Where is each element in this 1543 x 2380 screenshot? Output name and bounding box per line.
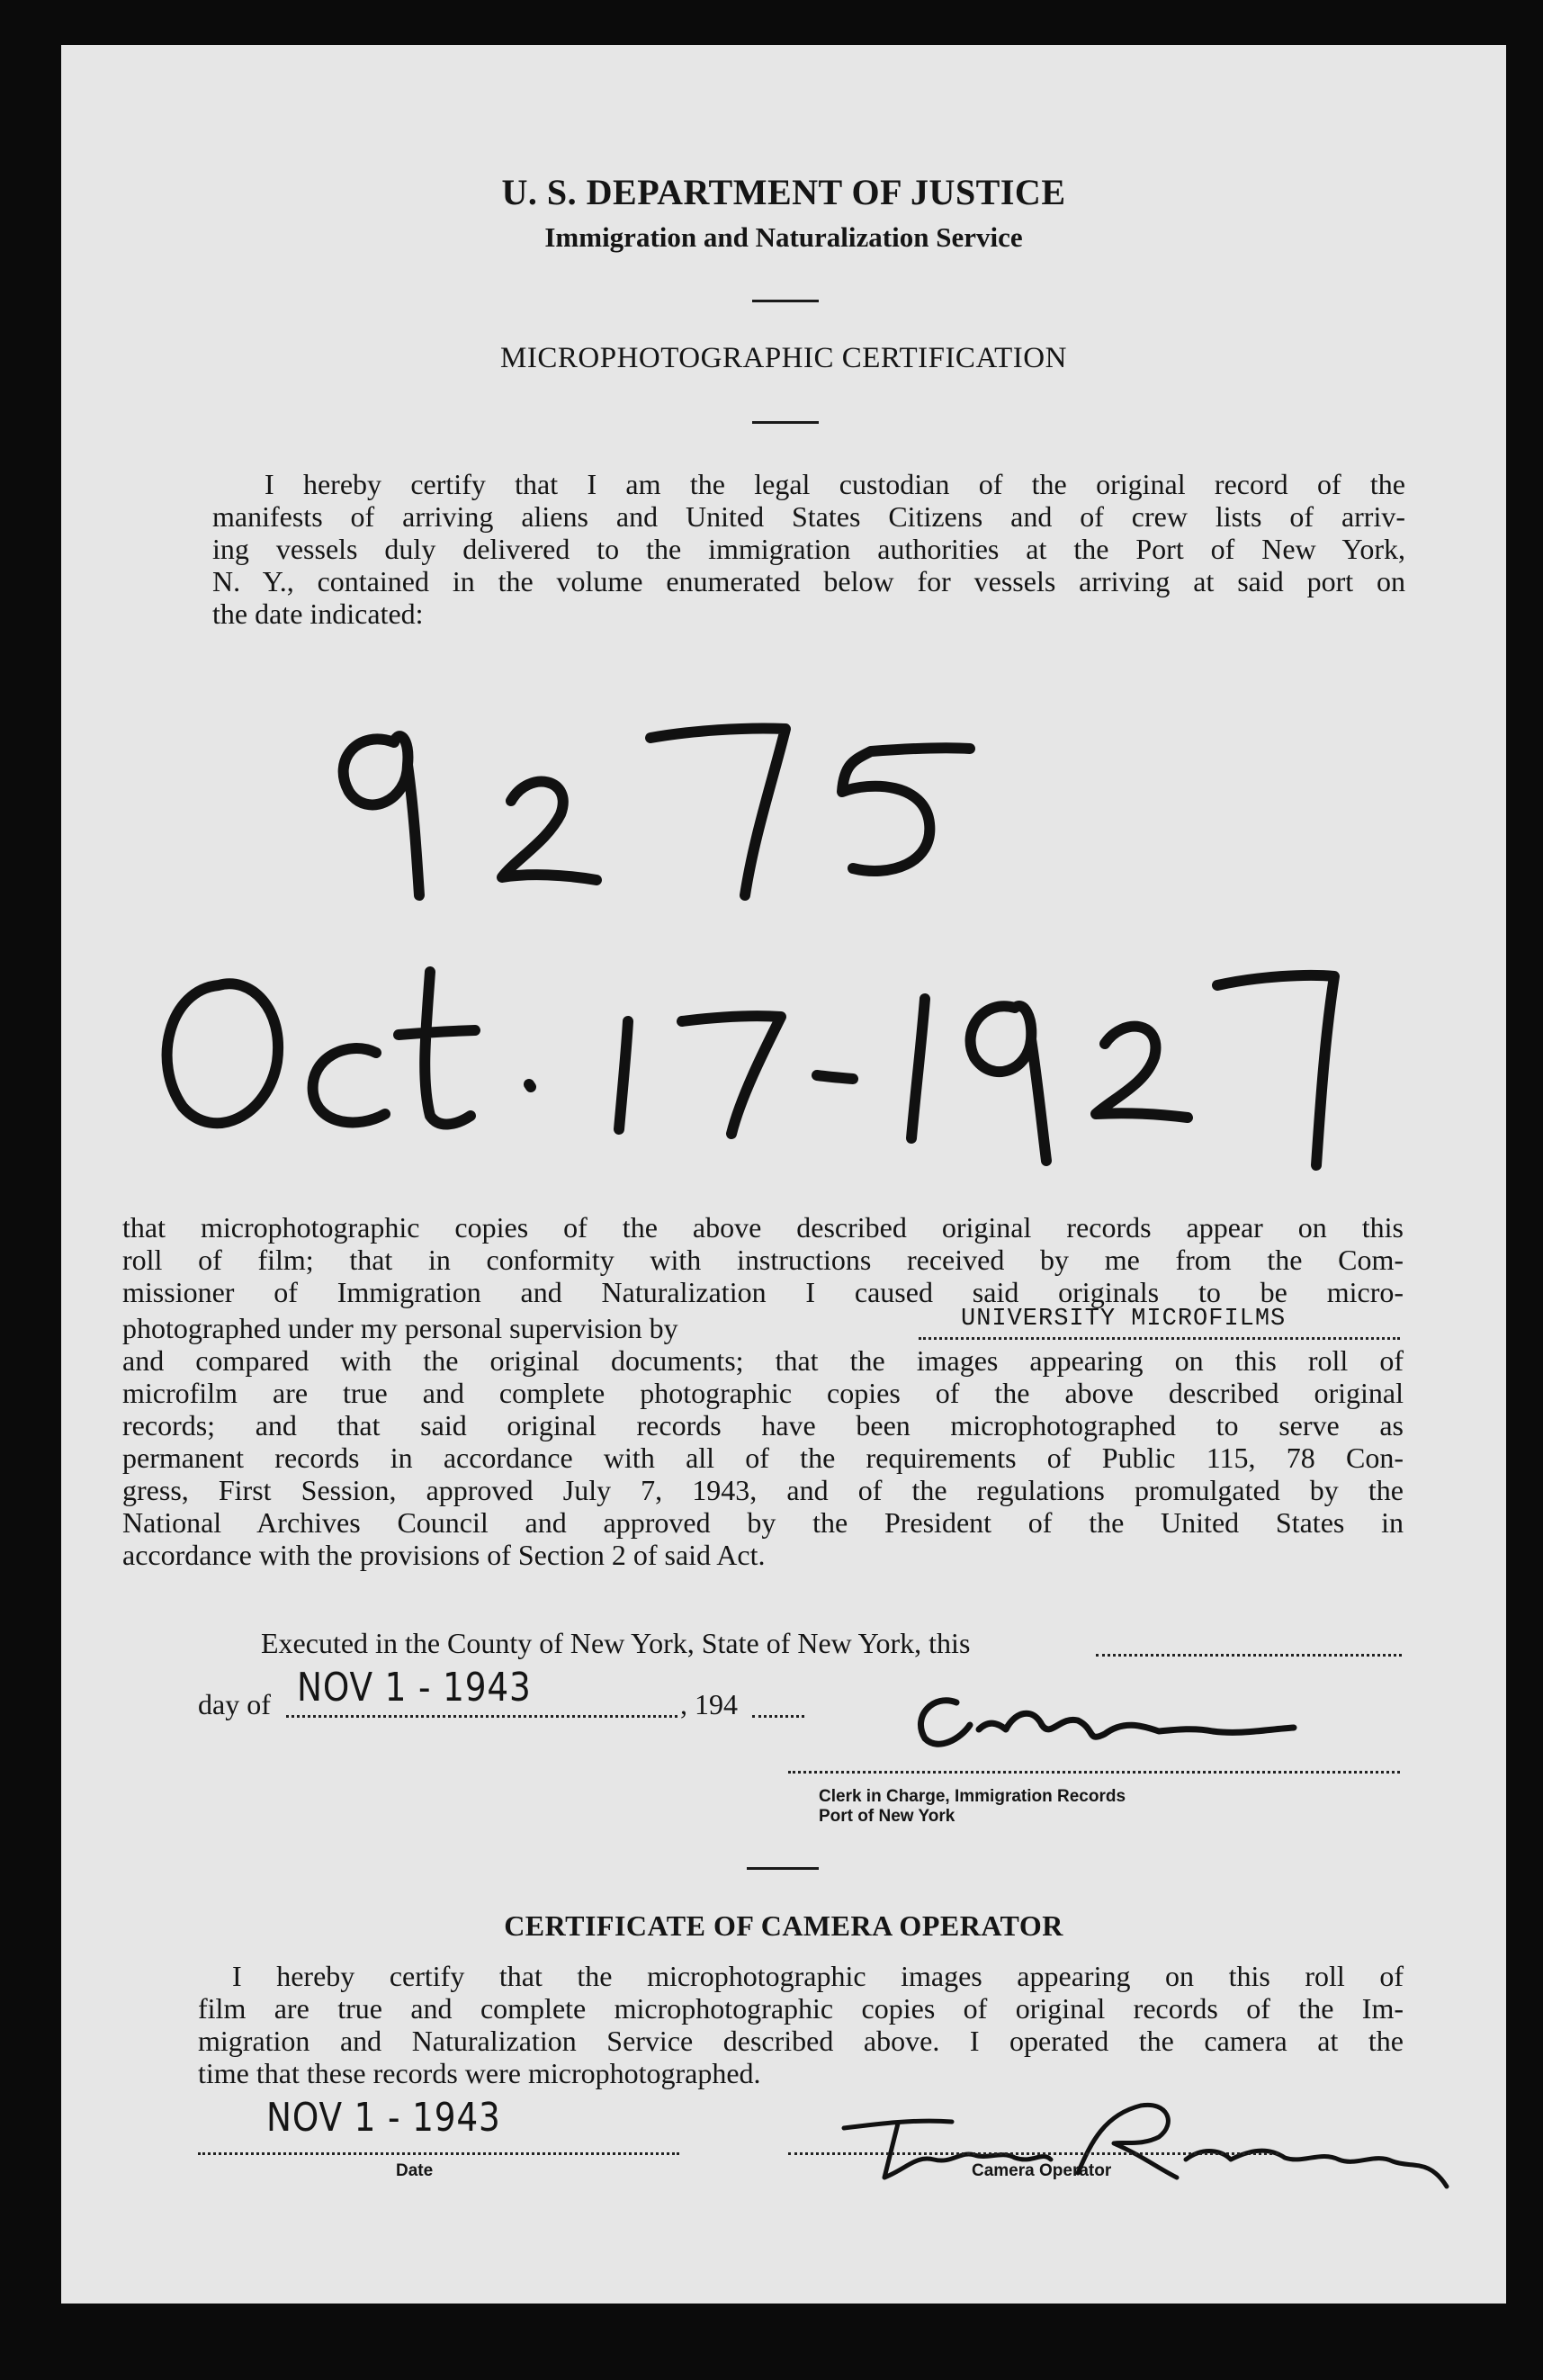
body-line: records; and that said original records have been microphotographed to serve as [122,1409,1404,1441]
date-dotted-line [198,2152,679,2155]
clerk-caption-line-2: Port of New York [819,1807,955,1826]
supervisor-typed-name: UNIVERSITY MICROFILMS [961,1306,1287,1333]
camera-line: time that these records were microphotographed. [198,2057,761,2089]
intro-line: manifests of arriving aliens and United States Citizens and of crew lists of arriv- [212,500,1405,533]
intro-paragraph [212,468,1405,630]
body-line: National Archives Council and approved by the President of the United States in [122,1506,1404,1539]
execution-stamp-date: NOV 1 - 1943 [297,1665,532,1711]
camera-operator-signature [781,2088,1465,2196]
intro-line: ing vessels duly delivered to the immigration authorities at the Port of New York, [212,533,1405,565]
date-label: Date [396,2161,434,2180]
handwritten-date-oct-17-1927 [167,972,1334,1165]
body-line: missioner of Immigration and Naturalization I caused said originals to be micro- [122,1276,1404,1308]
body-line: permanent records in accordance with all of the requirements of Public 115, 78 Con- [122,1441,1404,1474]
executed-text: Executed in the County of New York, State of New York, this [261,1627,971,1659]
camera-certificate-heading: CERTIFICATE OF CAMERA OPERATOR [504,1909,1063,1942]
intro-line: the date indicated: [212,597,424,630]
body-line: gress, First Session, approved July 7, 1943, and of the regulations promulgated by the [122,1474,1404,1506]
handwritten-volume-date [61,675,1506,1179]
day-of-label: day of [198,1688,271,1720]
body-line: roll of film; that in conformity with instructions received by me from the Com- [122,1244,1404,1276]
operator-dotted-line [788,2152,1278,2155]
divider-camera [747,1867,819,1870]
clerk-caption [819,1787,1126,1827]
camera-operator-label: Camera Operator [972,2161,1112,2180]
intro-line: N. Y., contained in the volume enumerated below for vessels arriving at said port on [212,565,1405,597]
camera-stamp-date: NOV 1 - 1943 [266,2095,501,2141]
clerk-signature [871,1675,1402,1756]
divider-title [752,421,819,424]
year-prefix: , 194 [680,1688,738,1720]
body-line: accordance with the provisions of Section 2 of said Act. [122,1539,766,1571]
supervision-prefix: photographed under my personal supervision by [122,1312,678,1344]
day-of-dotted-line [286,1715,677,1718]
year-dotted-line [752,1715,804,1718]
camera-line: migration and Naturalization Service described above. I operated the camera at the [198,2025,1404,2057]
service-subheading: Immigration and Naturalization Service [544,221,1023,253]
body-line: and compared with the original documents; that the images appearing on this roll of [122,1344,1404,1377]
certificate-sheet [61,45,1506,2304]
body-line: microfilm are true and complete photographic copies of the above described original [122,1377,1404,1409]
camera-paragraph [198,1960,1404,2089]
handwritten-volume-9275 [344,728,970,895]
supervisor-dotted-line [919,1337,1400,1340]
clerk-caption-line-1: Clerk in Charge, Immigration Records [819,1787,1126,1806]
certification-title: MICROPHOTOGRAPHIC CERTIFICATION [500,342,1067,374]
executed-day-dotted-line [1096,1654,1402,1657]
body-line: that microphotographic copies of the above described original records appear on this [122,1211,1404,1244]
camera-line: I hereby certify that the microphotographic images appearing on this roll of [232,1960,1404,1992]
supervision-line [122,1308,1404,1344]
department-heading: U. S. DEPARTMENT OF JUSTICE [501,172,1066,212]
body-paragraph [122,1211,1404,1571]
intro-line: I hereby certify that I am the legal custodian of the original record of the [265,468,1405,500]
clerk-signature-dotted-line [788,1771,1400,1774]
camera-line: film are true and complete microphotographic copies of original records of the Im- [198,1992,1404,2025]
divider-top [752,300,819,302]
